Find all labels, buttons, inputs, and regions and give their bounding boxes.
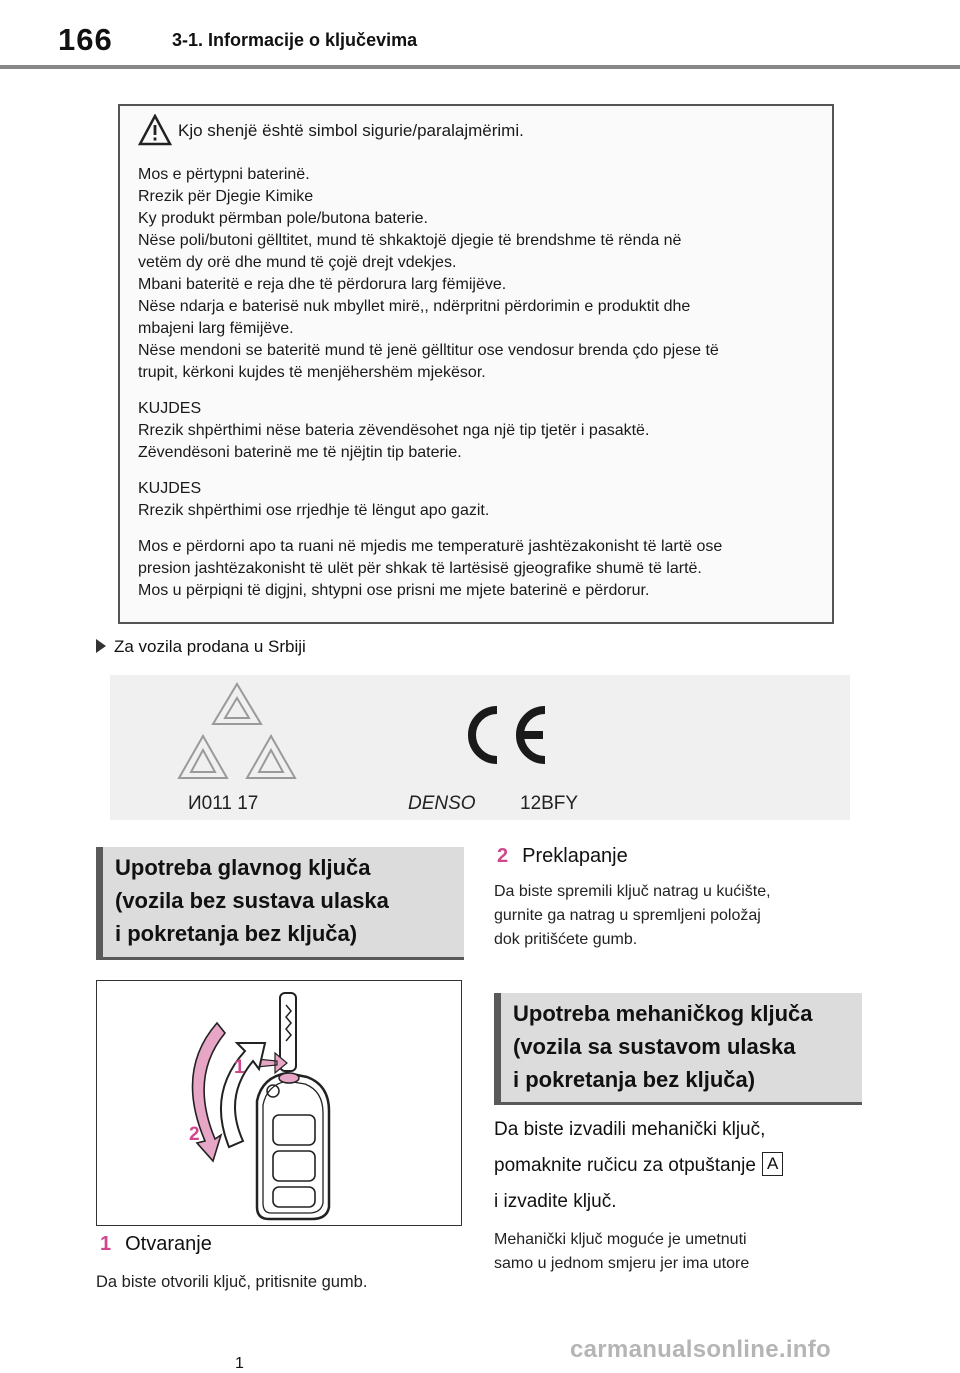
warning-line: Nëse ndarja e baterisë nuk mbyllet mirë,, ndërpritni përdorimin e produktit dhe bbox=[138, 298, 691, 315]
warning-triangle-icon bbox=[138, 114, 172, 146]
key-fob-drawing bbox=[97, 981, 460, 1224]
country-note-text: Za vozila prodana u Srbiji bbox=[114, 637, 306, 656]
main-key-heading: Upotreba glavnog ključa (vozila bez sustava ulaska i pokretanja bez ključa) bbox=[96, 847, 464, 960]
recycling-triangles-icon bbox=[175, 680, 325, 795]
caution-title: KUJDES bbox=[138, 480, 202, 497]
step-2: 2 Preklapanje bbox=[497, 845, 628, 867]
step-1: 1 Otvaranje bbox=[100, 1233, 212, 1255]
warning-label-box bbox=[118, 104, 834, 624]
warning-line: Nëse mendoni se bateritë mund të jenë gëlltitur ose vendosur brenda çdo pjese të bbox=[138, 342, 719, 359]
step-2-description: Da biste spremili ključ natrag u kućište, gurnite ga natrag u spremljeni položaj dok pritišćete gumb. bbox=[494, 883, 771, 948]
warning-line: mbajeni larg fëmijëve. bbox=[138, 320, 294, 337]
section-title: 3-1. Informacije o ključevima bbox=[172, 30, 418, 50]
final-warning-line: Mos u përpiqni të digjni, shtypni ose prisni me mjete baterinë e përdorur. bbox=[138, 582, 650, 599]
caution-line: Zëvendësoni baterinë me të njëjtin tip baterie. bbox=[138, 444, 462, 461]
caution-line: Rrezik shpërthimi nëse bateria zëvendësohet nga një tip tjetër i pasaktë. bbox=[138, 422, 650, 439]
warning-line: Rrezik për Djegie Kimike bbox=[138, 188, 314, 205]
caution-title: KUJDES bbox=[138, 400, 202, 417]
brand-label: DENSO bbox=[408, 793, 476, 814]
safety-symbol-text: Kjo shenjë është simbol sigurie/paralajmërimi. bbox=[178, 121, 524, 140]
warning-line: Nëse poli/butoni gëlltitet, mund të shkaktojë djegie të brendshme të rënda në bbox=[138, 232, 682, 249]
figure-label-1: 1 bbox=[235, 1355, 244, 1372]
watermark: carmanualsonline.info bbox=[570, 1336, 832, 1363]
final-warning-line: Mos e përdorni apo ta ruani në mjedis me temperaturë jashtëzakonisht të lartë ose bbox=[138, 538, 723, 555]
warning-line: Mbani bateritë e reja dhe të përdorura larg fëmijëve. bbox=[138, 276, 507, 293]
mechanical-key-note: Mehanički ključ moguće je umetnuti samo u jednom smjeru jer ima utore bbox=[494, 1231, 750, 1272]
caution-line: Rrezik shpërthimi ose rrjedhje të lëngut apo gazit. bbox=[138, 502, 490, 519]
bullet-arrow-icon bbox=[96, 639, 106, 653]
model-code: 12BFY bbox=[520, 793, 579, 814]
figure-label-2-text: 2 bbox=[189, 1124, 200, 1145]
approval-code: И011 17 bbox=[188, 793, 259, 814]
final-warning-line: presion jashtëzakonisht të ulët për shkak të lartësisë gjeografike shumë të lartë. bbox=[138, 560, 702, 577]
mechanical-key-instructions: Da biste izvadili mehanički ključ, pomaknite ručicu za otpuštanje A i izvadite ključ. bbox=[494, 1112, 783, 1220]
warning-line: vetëm dy orë dhe mund të çojë drejt vdekjes. bbox=[138, 254, 457, 271]
country-note bbox=[96, 637, 306, 657]
warning-line: Mos e përtypni baterinë. bbox=[138, 166, 310, 183]
figure-label-1-text: 1 bbox=[234, 1057, 245, 1078]
header-rule bbox=[0, 65, 960, 69]
certification-label-image bbox=[110, 675, 850, 820]
callout-marker: A bbox=[762, 1152, 783, 1176]
page-number: 166 bbox=[58, 22, 113, 57]
step-1-description: Da biste otvorili ključ, pritisnite gumb. bbox=[96, 1273, 368, 1291]
warning-line: Ky produkt përmban pole/butona baterie. bbox=[138, 210, 428, 227]
warning-line: trupit, kërkoni kujdes të menjëhershëm mjekësor. bbox=[138, 364, 486, 381]
mechanical-key-heading: Upotreba mehaničkog ključa (vozila sa sustavom ulaska i pokretanja bez ključa) bbox=[494, 993, 862, 1105]
ce-mark-icon bbox=[453, 700, 553, 770]
